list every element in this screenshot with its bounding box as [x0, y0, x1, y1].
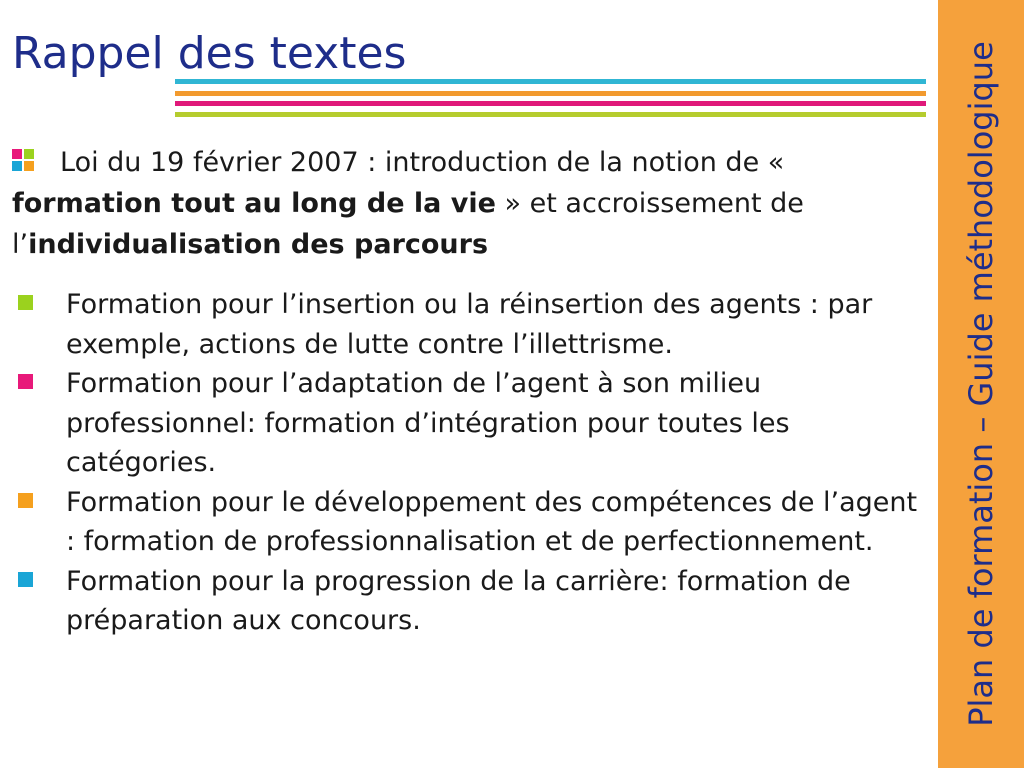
page-title: Rappel des textes	[12, 28, 407, 79]
decorative-stripe-blue	[175, 79, 926, 84]
bullet-square-icon	[18, 295, 33, 310]
list-item-text: Formation pour la progression de la carrière: formation de préparation aux concours.	[66, 565, 851, 636]
decorative-stripe-orange	[175, 91, 926, 96]
icon-square-top-left	[12, 149, 22, 159]
sidebar-vertical-label: Plan de formation – Guide méthodologique	[962, 41, 1000, 727]
icon-square-top-right	[24, 149, 34, 159]
intro-text-middle: » et accroissement de l’	[12, 188, 804, 260]
bullet-square-icon	[18, 374, 33, 389]
bullet-square-icon	[18, 572, 33, 587]
bullet-square-icon	[18, 493, 33, 508]
icon-square-bottom-right	[24, 161, 34, 171]
decorative-stripe-pink	[175, 101, 926, 106]
decorative-stripe-green	[175, 112, 926, 117]
intro-bold-lifelong-learning: formation tout au long de la vie	[12, 188, 496, 219]
windows-flag-icon	[12, 149, 34, 171]
bullet-list	[16, 285, 928, 641]
list-item-text: Formation pour l’adaptation de l’agent à son milieu professionnel: formation d’intégration pour toutes les catégories.	[66, 368, 790, 478]
list-item-text: Formation pour l’insertion ou la réinsertion des agents : par exemple, actions de lutte contre l’illettrisme.	[66, 289, 873, 360]
list-item	[16, 562, 928, 641]
intro-paragraph	[12, 142, 927, 265]
icon-square-bottom-left	[12, 161, 22, 171]
list-item	[16, 285, 928, 364]
list-item-text: Formation pour le développement des compétences de l’agent : formation de professionnalisation et de perfectionnement.	[66, 486, 918, 557]
list-item	[16, 364, 928, 483]
intro-text-before: Loi du 19 février 2007 : introduction de la notion de «	[60, 147, 785, 178]
intro-bold-individualisation: individualisation des parcours	[28, 229, 489, 260]
list-item	[16, 483, 928, 562]
